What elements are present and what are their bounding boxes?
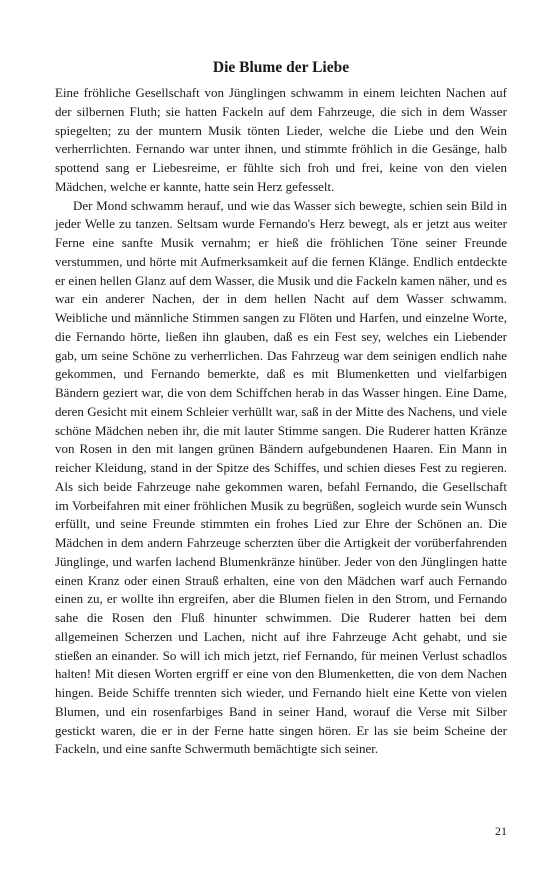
page-number: 21 (495, 824, 507, 838)
chapter-title: Die Blume der Liebe (212, 59, 350, 76)
paragraph-1: Eine fröhliche Gesellschaft von Jünglingen schwamm in einem leichten Nachen auf der silbernen Fluth; sie hatten Fackeln auf dem Fahrzeuge, die sich in dem Wasser spiegelten; zu der muntern Musik tönten Lieder, welche die Liebe und den Wein verherrlichten. Fernando war unter ihnen, und stimmte fröhlich in die Gesänge, halb spottend sang er Liebesreime, er fühlte sich froh und frei, keine von den vielen Mädchen, welche er kannte, hatte sein Herz gefesselt. (55, 85, 507, 194)
page-body (55, 58, 507, 759)
paragraph-2: Der Mond schwamm herauf, und wie das Wasser sich bewegte, schien sein Bild in jeder Welle zu tanzen. Seltsam wurde Fernando's Herz bewegt, als er jetzt aus weiter Ferne eine sanfte Musik vernahm; er hieß die fröhlichen Töne seiner Freunde verstummen, und hörte mit Aufmerksamkeit auf die fernen Klänge. Endlich entdeckte er einen hellen Glanz auf dem Wasser, die Musik und die Fackeln kamen näher, und es war ein anderer Nachen, der in dem hellen Nacht auf dem Wasser schwamm. Weibliche und männliche Stimmen sangen zu Flöten und Harfen, und einzelne Worte, die Fernando hörte, ließen ihn glauben, daß es ein Fest sey, welches ein Liebender gab, um seine Schöne zu verherrlichen. Das Fahrzeug war dem seinigen endlich nahe gekommen, und Fernando bemerkte, daß es mit Blumenketten und vielfarbigen Bändern geziert war, die von dem Schiffchen herab in das Wasser hingen. Eine Dame, deren Gesicht mit einem Schleier verhüllt war, saß in der Mitte des Nachens, und viele schöne Mädchen neben ihr, die mit lauter Stimme sangen. Die Ruderer hatten Kränze von Rosen in den mit langen grünen Bändern aufgebundenen Haaren. Ein Mann in reicher Kleidung, stand in der Spitze des Schiffes, und schien dieses Fest zu regieren. Als sich beide Fahrzeuge nahe gekommen waren, befahl Fernando, die Gesellschaft im Vorbeifahren mit einer fröhlichen Musik zu begrüßen, sogleich wurde sein Wunsch erfüllt, und seine Freunde stimmten ein frohes Lied zur Ehre der Schönen an. Die Mädchen in dem andern Fahrzeuge scherzten über die Artigkeit der vorüberfahrenden Jünglinge, und warfen lachend Blumenkränze hinüber. Jeder von den Jünglingen hatte einen Kranz oder einen Strauß erhalten, eine von den Mädchen warf auch Fernando einen zu, er wollte ihn ergreifen, aber die Blumen fielen in den Strom, und Fernando sahe die Rosen den Fluß hinunter schwimmen. Die Ruderer hatten bei dem allgemeinen Scherzen und Lachen, nicht auf ihre Fahrzeuge Acht gehabt, und sie stießen an einander. So will ich mich jetzt, rief Fernando, für meinen Verlust schadlos halten! Mit diesen Worten ergriff er eine von den Blumenketten, die von dem Nachen hingen. Beide Schiffe trennten sich wieder, und Fernando hielt eine Kette von vielen Blumen, und ein rosenfarbiges Band in seiner Hand, worauf die Verse mit Silber gestickt waren, die er in der Ferne hatte singen hören. Er las sie beim Scheine der Fackeln, und eine sanfte Schwermuth bemächtigte sich seiner. (55, 197, 507, 757)
